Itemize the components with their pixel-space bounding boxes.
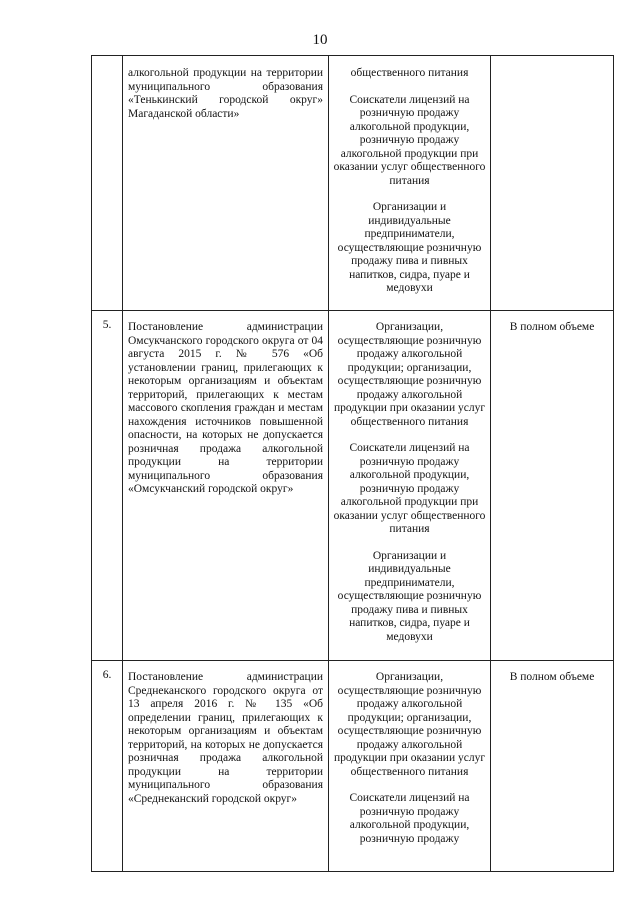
subjects-cell — [329, 56, 491, 311]
table-row — [92, 311, 614, 661]
subject-paragraph: Организации, осуществляющие розничную продажу алкогольной продукции; организации, осуществляющие розничную продажу алкогольной продукции при оказании услуг общественного питания — [333, 671, 486, 778]
table-row — [92, 56, 614, 311]
document-cell: алкогольной продукции на территории муниципального образования «Тенькинский городской округ» Магаданской области» — [123, 56, 329, 311]
row-number: 6. — [92, 661, 123, 872]
row-number: 5. — [92, 311, 123, 661]
regulations-table — [91, 55, 614, 872]
scope-cell: В полном объеме — [491, 311, 614, 661]
subject-paragraph: общественного питания — [350, 67, 469, 79]
subject-paragraph: Соискатели лицензий на розничную продажу алкогольной продукции, розничную продажу алкогольной продукции при оказании услуг общественного питания — [333, 93, 486, 187]
subject-paragraph: Соискатели лицензий на розничную продажу алкогольной продукции, розничную продажу алкогольной продукции при оказании услуг общественного питания — [333, 442, 486, 535]
scope-cell — [491, 56, 614, 311]
document-cell: Постановление администрации Омсукчанского городского округа от 04 августа 2015 г. № 576 «Об установлении границ, прилегающих к некоторым организациям и объектам территорий, прилегающих к местам массового скопления граждан и местам нахождения источников повышенной опасности, на которых не допускается розничная продажа алкогольной продукции на территории муниципального образования «Омсукчанский городской округ» — [123, 311, 329, 661]
row-number — [92, 56, 123, 311]
subjects-cell — [329, 661, 491, 872]
subject-paragraph: Организации и индивидуальные предприниматели, осуществляющие розничную продажу пива и пивных напитков, сидра, пуаре и медовухи — [337, 201, 482, 294]
scope-cell: В полном объеме — [491, 661, 614, 872]
document-cell: Постановление администрации Среднеканского городского округа от 13 апреля 2016 г. № 135 «Об определении границ, прилегающих к некоторым организациям и объектам территорий, на которых не допускается розничная продажа алкогольной продукции на территории муниципального образования «Среднеканский городской округ» — [123, 661, 329, 872]
subject-paragraph: Организации и индивидуальные предприниматели, осуществляющие розничную продажу пива и пивных напитков, сидра, пуаре и медовухи — [337, 549, 482, 643]
page-number: 10 — [312, 32, 328, 48]
subject-paragraph: Соискатели лицензий на розничную продажу алкогольной продукции, розничную продажу — [349, 792, 470, 845]
subjects-cell — [329, 311, 491, 661]
table-row — [92, 661, 614, 872]
subject-paragraph: Организации, осуществляющие розничную продажу алкогольной продукции; организации, осуществляющие розничную продажу алкогольной продукции при оказании услуг общественного питания — [333, 321, 486, 428]
